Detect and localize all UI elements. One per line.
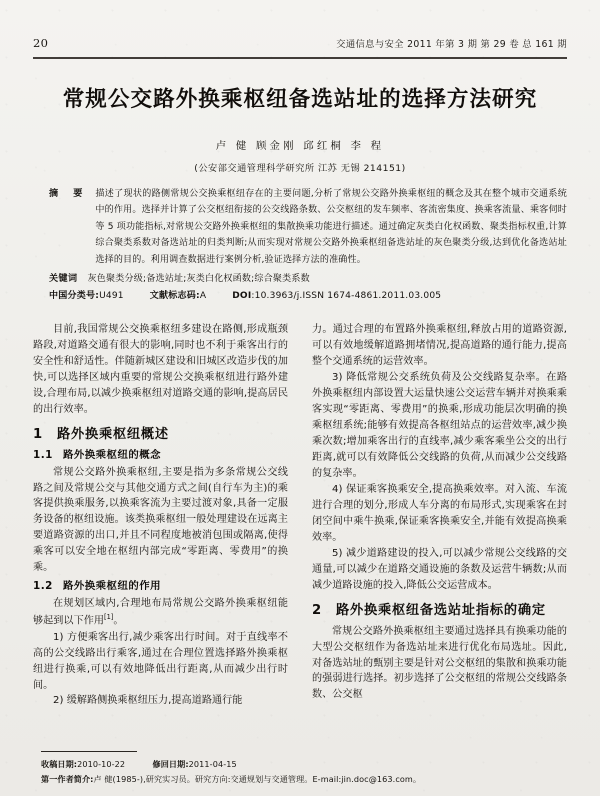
left-column (33, 322, 288, 732)
section-2-paragraph: 常规公交路外换乘枢纽主要通过选择具有换乘功能的大型公交枢纽作为备选站址来进行优化布局选址。因此,对备选站址的甄别主要是针对公交枢纽的集散和换乘功能的强弱进行选择。初步选择了公交枢纽的常规公交线路条数、公交枢 (312, 625, 567, 701)
section-2-number: 2 (312, 602, 322, 618)
running-head (33, 36, 567, 51)
subsection-1-1-paragraph: 常规公交路外换乘枢纽,主要是指为多条常规公交线路之间及常规公交与其他交通方式之间(自行车为主)的乘客提供换乘服务,以换乘客流为主要过渡对象,具备一定服务设备的枢纽设施。该类换乘枢纽一般处理建设在远离主要道路资源的出口,并且不同程度地被消包围或隔离,使得乘客可以安全地在枢纽内部完成“零距离、零费用”的换乘。 (33, 466, 288, 574)
list-item-3: 3) 降低常规公交系统负荷及公交线路复杂率。在路外换乘枢纽内部设置大运量快速公交运营车辆并对换乘乘客实现“零距离、零费用”的换乘,形成功能层次明确的换乘枢纽系统;能够有效提高各枢纽站点的运营效率,减少换乘次数;增加乘客出行的直线率,减少乘客乘坐公交的出行距离,就可以有效降低公交线路的负荷,从而减少公交线路的复杂率。 (312, 371, 567, 479)
subsection-1-2-title: 路外换乘枢纽的作用 (63, 580, 162, 593)
list-item-2: 2) 缓解路侧换乘枢纽压力,提高道路通行能 (53, 695, 243, 707)
subsection-heading-1-1 (33, 448, 288, 464)
section-2-title: 路外换乘枢纽备选站址指标的确定 (336, 602, 546, 618)
received-date: 2010-10-22 (77, 759, 126, 769)
author-bio-text: 卢 健(1985-),研究实习员。研究方向:交通规划与交通管理。E-mail:jin.doc@163.com。 (93, 773, 422, 784)
keywords-text: 灰色聚类分级;备选站址;灰类白化权函数;综合聚类系数 (87, 274, 310, 285)
clc-label: 中国分类号: (49, 291, 100, 302)
revised-label: 修回日期: (152, 759, 189, 769)
subsection-1-2-number: 1.2 (33, 580, 53, 593)
article-title: 常规公交路外换乘枢纽备选站址的选择方法研究 (62, 87, 538, 112)
revised-date: 2011-04-15 (188, 759, 237, 769)
subsection-heading-1-2 (33, 579, 288, 595)
intro-paragraph: 目前,我国常规公交换乘枢纽多建设在路侧,形成瓶颈路段,对道路交通有很大的影响,同时也不利于乘客出行的安全性和舒适性。伴随新城区建设和旧城区改造步伐的加快,可以选择区域内重要的常规公交换乘枢纽进行路外建设,合理布局,以减少换乘枢纽对道路交通的影响,提高居民的出行效率。 (33, 324, 288, 415)
continued-paragraph: 力。通过合理的布置路外换乘枢纽,释放占用的道路资源,可以有效地缓解道路拥堵情况,提高道路的通行能力,提高整个交通系统的运营效率。 (312, 324, 567, 367)
doc-code-label: 文献标志码: (149, 291, 200, 302)
abstract-row (33, 186, 567, 268)
author-affiliation: (公安部交通管理科学研究所 江苏 无锡 214151) (194, 163, 406, 174)
dates-line (41, 757, 567, 772)
reference-marker: [1] (104, 613, 114, 622)
subsection-1-2-text: 在规划区域内,合理地布局常规公交路外换乘枢纽能够起到以下作用 (33, 598, 288, 627)
right-column (312, 322, 567, 732)
section-1-title: 路外换乘枢纽概述 (57, 426, 169, 442)
body-columns (33, 322, 567, 732)
list-item-1: 1) 方便乘客出行,减少乘客出行时间。对于直线率不高的公交线路出行乘客,通过在合理位置选择路外换乘枢纽进行换乘,可以有效地降低出行距离,从而减少出行时间。 (33, 631, 288, 691)
doc-code-value: A (199, 291, 207, 302)
section-1-number: 1 (33, 426, 43, 442)
journal-issue-line: 交通信息与安全 2011 年第 3 期 第 29 卷 总 161 期 (336, 39, 567, 50)
author-bio-label: 第一作者简介: (41, 773, 94, 784)
footnote-block (41, 757, 567, 787)
section-heading-2 (312, 601, 567, 621)
clc-value: U491 (99, 291, 124, 302)
page-content-area (33, 0, 567, 796)
subsection-1-2-paragraph (33, 596, 288, 629)
header-rule (33, 57, 567, 59)
list-item-4: 4) 保证乘客换乘安全,提高换乘效率。对入流、车流进行合理的划分,形成人车分离的布局形式,实现乘客在封闭空间中乘牛换乘,保证乘客换乘安全,并能有效提高换乘效率。 (312, 483, 567, 543)
footnote-rule (41, 751, 137, 752)
subsection-1-1-number: 1.1 (33, 448, 53, 461)
section-heading-1 (33, 425, 288, 445)
abstract-label: 摘 要 (49, 189, 89, 199)
received-label: 收稿日期: (41, 759, 78, 769)
keywords-label: 关键词 (49, 274, 78, 285)
subsection-1-2-text-end: 。 (113, 615, 124, 627)
abstract-block (33, 186, 567, 301)
list-item-5: 5) 减少道路建设的投入,可以减少常规公交线路的交通量,可以减少在道路交通设施的条数及运营牛辆数;从而减少道路设施的投入,降低公交运营成本。 (312, 547, 567, 591)
keywords-row (33, 271, 567, 284)
abstract-text: 描述了现状的路侧常规公交换乘枢纽存在的主要问题,分析了常规公交路外换乘枢纽的概念及其在整个城市交通系统中的作用。选择并计算了公交枢纽衔接的公交线路条数、公交枢纽的发车频率、客流密集度、换乘客流量、乘客伺时等 5 项功能指标,对常规公交路外换乘枢纽的集散换乘功能进行描述。通过确定灰类白化权函数、聚类指标权重,计算综合聚类系数对备选站址的归类判断;从而实现对常规公交路外换乘枢纽备选站址的灰色聚类分级,达到优化备选站址选择的目的。利用调查数据进行案例分析,验证选择方法的准确性。 (95, 189, 567, 265)
doi-value: :10.3963/j.ISSN 1674-4861.2011.03.005 (251, 291, 442, 302)
subsection-1-1-title: 路外换乘枢纽的概念 (63, 448, 162, 461)
author-list: 卢 健 顾金刚 邱红桐 李 程 (215, 140, 385, 152)
classification-row (33, 288, 567, 301)
author-bio-line (41, 772, 567, 787)
page-number: 20 (33, 36, 49, 50)
doi-label: DOI (232, 291, 252, 302)
